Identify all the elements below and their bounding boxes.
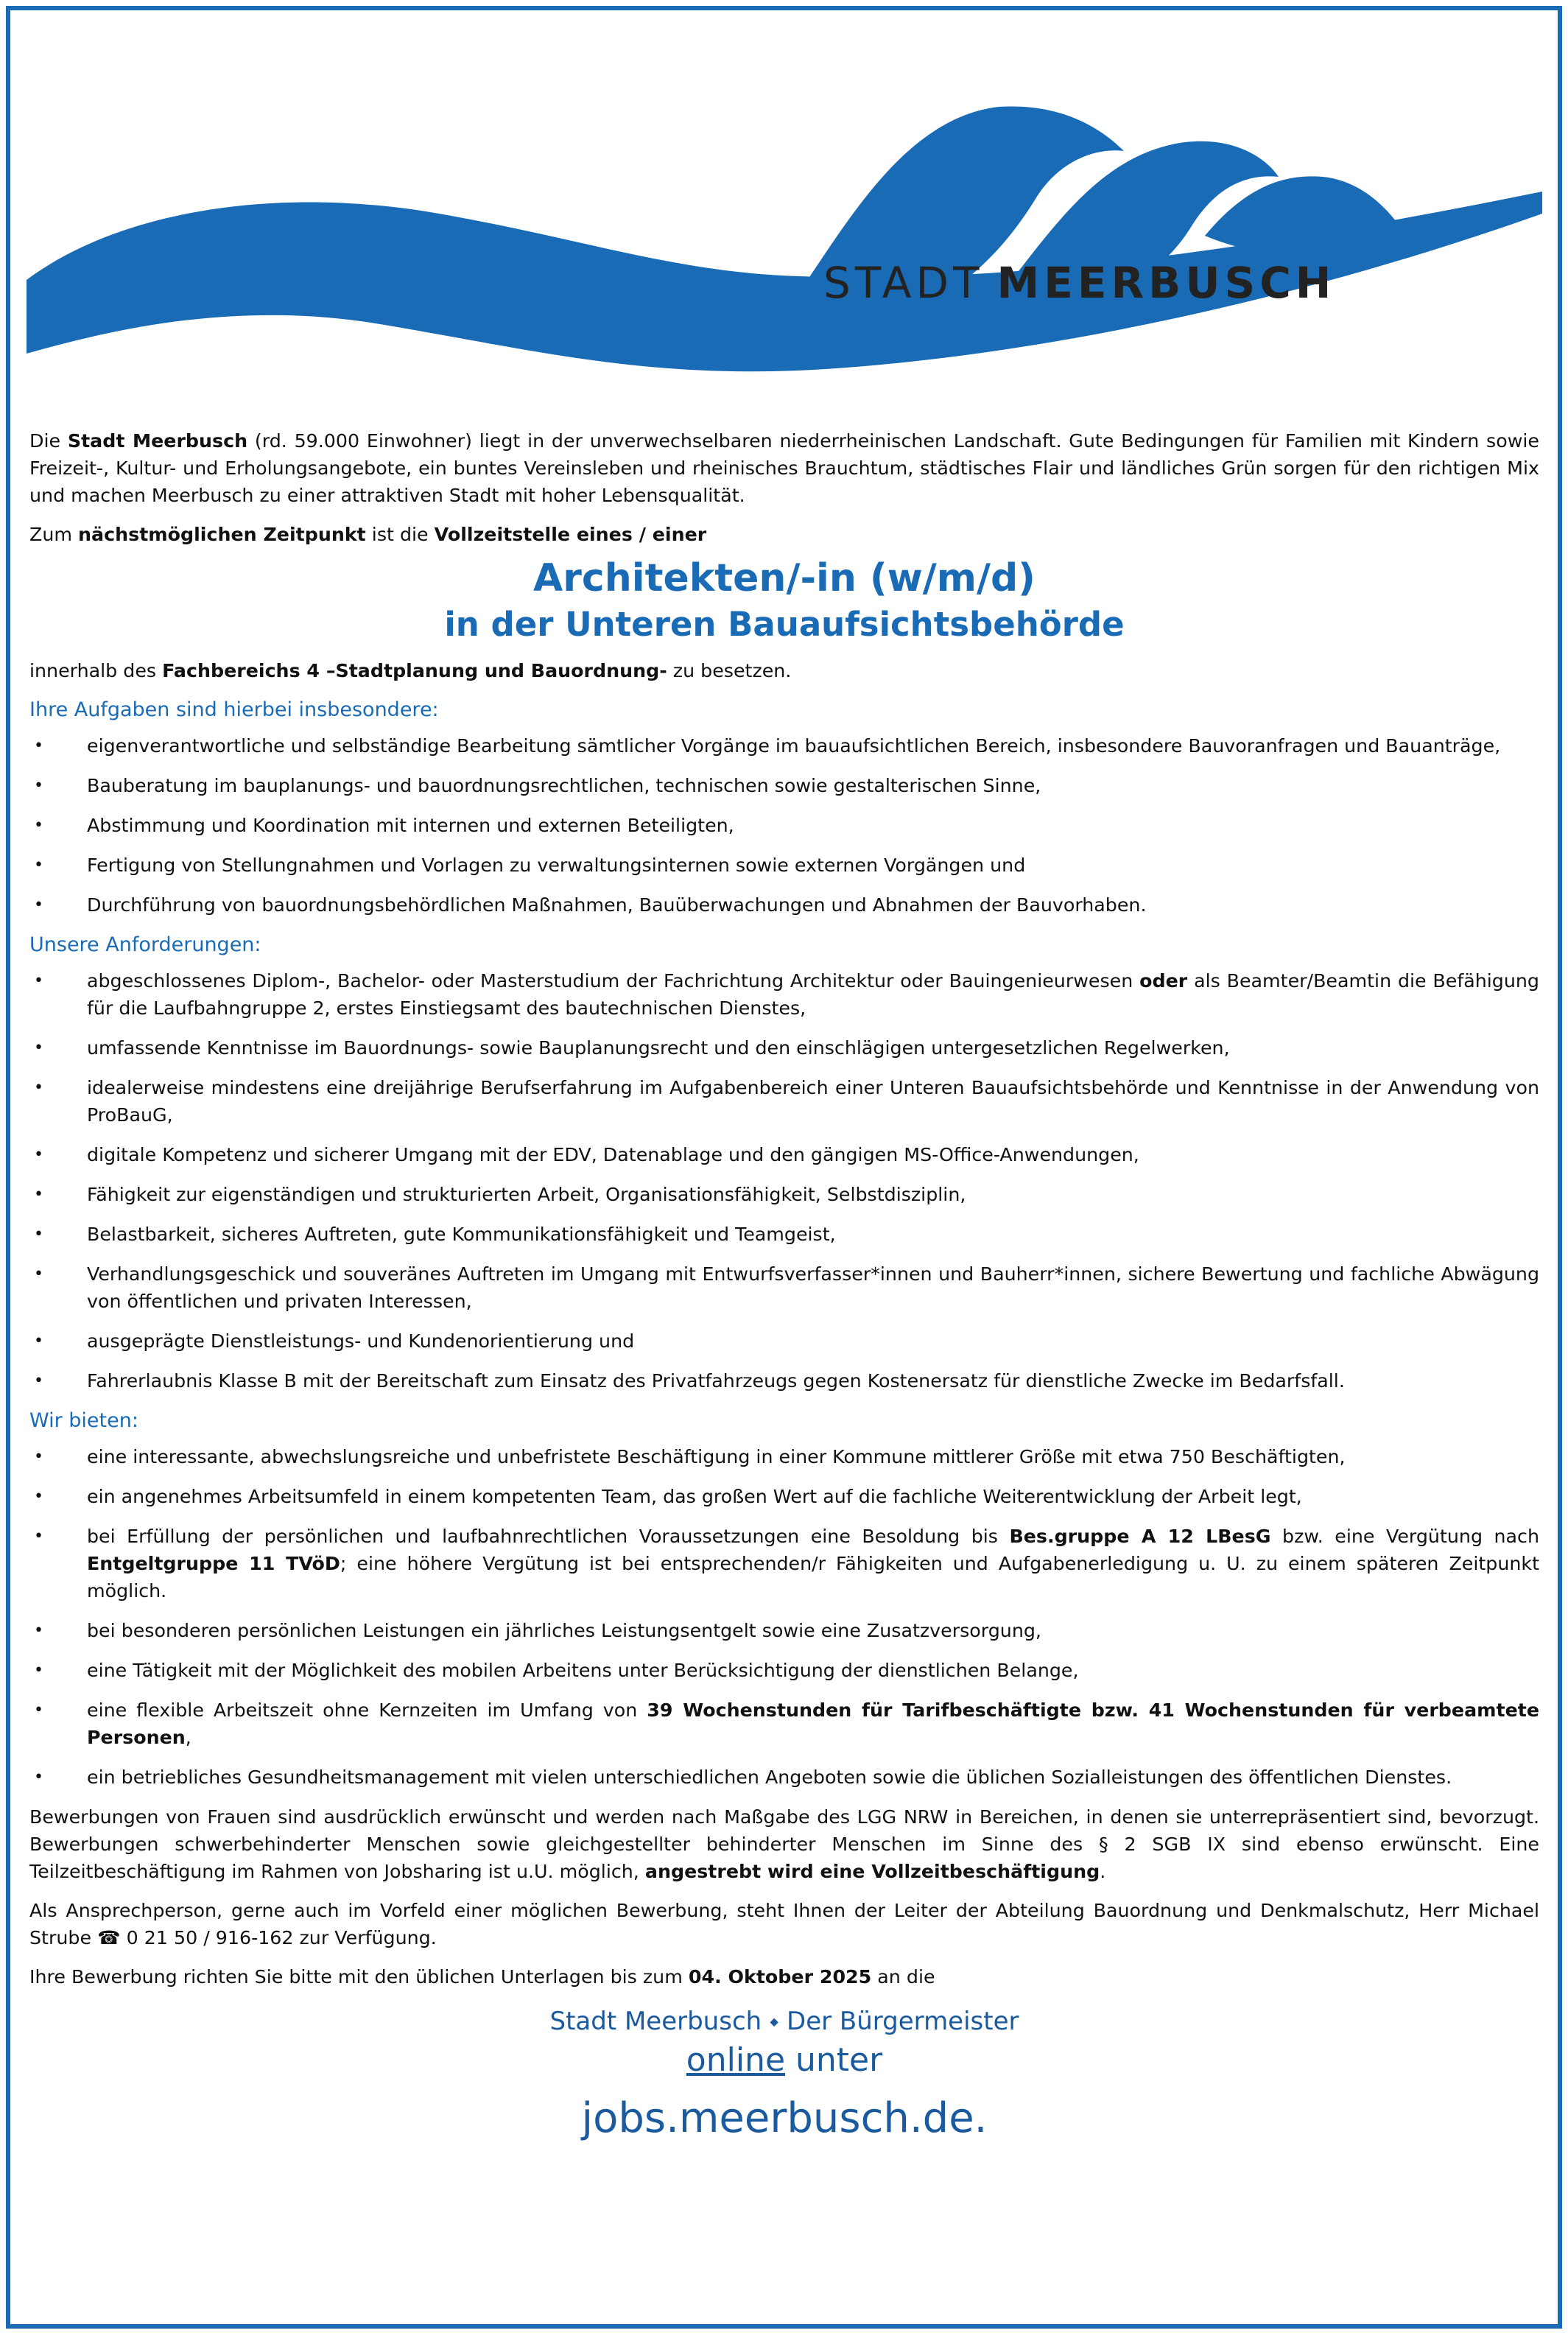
logo-wordmark — [823, 258, 1335, 308]
logo-text-stadt: STADT — [823, 258, 984, 308]
list-item: • ein angenehmes Arbeitsumfeld in einem kompetenten Team, das großen Wert auf die fachliche Weiterentwicklung der Arbeit legt, — [34, 1486, 1302, 1507]
list-item: • Bauberatung im bauplanungs- und bauordnungsrechtlichen, technischen sowie gestalterischen Sinne, — [34, 775, 1041, 796]
deadline-paragraph: Ihre Bewerbung richten Sie bitte mit den üblichen Unterlagen bis zum 04. Oktober 2025 an die — [29, 1966, 935, 1988]
list-item: • abgeschlossenes Diplom-, Bachelor- oder Masterstudium der Fachrichtung Architektur oder Bauingenieurwesen oder als Beamter/Beamtin die Befähigung für die Laufbahngruppe 2, erstes Einstiegsamt des bautechnischen Dienstes, — [34, 970, 1539, 1019]
list-item: • Durchführung von bauordnungsbehördlichen Maßnahmen, Bauüberwachungen und Abnahmen der Bauvorhaben. — [34, 894, 1147, 916]
list-item: • umfassende Kenntnisse im Bauordnungs- sowie Bauplanungsrecht und den einschlägigen untergesetzlichen Regelwerken, — [34, 1037, 1230, 1059]
list-item: • idealerweise mindestens eine dreijährige Berufserfahrung im Aufgabenbereich einer Unteren Bauaufsichtsbehörde und Kenntnisse in der Anwendung von ProBauG, — [34, 1077, 1539, 1126]
footer — [29, 2004, 1539, 2151]
list-item: • Fertigung von Stellungnahmen und Vorlagen zu verwaltungsinternen sowie externen Vorgängen und — [34, 855, 1026, 876]
jobs-url-link[interactable]: jobs.meerbusch.de. — [581, 2094, 988, 2142]
online-link[interactable]: online — [686, 2041, 786, 2079]
list-item: • Belastbarkeit, sicheres Auftreten, gute Kommunikationsfähigkeit und Teamgeist, — [34, 1224, 836, 1245]
department-line: innerhalb des Fachbereichs 4 –Stadtplanung und Bauordnung- zu besetzen. — [29, 660, 792, 681]
tasks-list — [29, 732, 1539, 919]
job-title: Architekten/-in (w/m/d) — [533, 556, 1036, 600]
job-ad-content — [29, 427, 1539, 2151]
list-item: • digitale Kompetenz und sicherer Umgang mit der EDV, Datenablage und den gängigen MS-Office-Anwendungen, — [34, 1144, 1139, 1165]
phone-icon: ☎ — [97, 1927, 121, 1948]
logo-text-meerbusch: MEERBUSCH — [996, 258, 1336, 308]
list-item: • eigenverantwortliche und selbständige Bearbeitung sämtlicher Vorgänge im bauaufsichtlichen Bereich, insbesondere Bauvoranfragen und Bauanträge, — [34, 735, 1501, 757]
list-item: • ein betriebliches Gesundheitsmanagement mit vielen unterschiedlichen Angeboten sowie die üblichen Sozialleistungen des öffentlichen Dienstes. — [34, 1767, 1452, 1788]
list-item: • bei Erfüllung der persönlichen und laufbahnrechtlichen Voraussetzungen eine Besoldung bis Bes.gruppe A 12 LBesG bzw. eine Vergütung nach Entgeltgruppe 11 TVöD; eine höhere Vergütung ist bei entsprechenden/r Fähigkeiten und Aufgabenerledigung u. U. zu einem späteren Zeitpunkt möglich. — [34, 1526, 1539, 1601]
footer-online: online unter — [686, 2041, 883, 2079]
requirements-list — [29, 967, 1539, 1394]
footer-employer: Stadt Meerbusch ⬩ Der Bürgermeister — [549, 2007, 1019, 2036]
list-item: • Fahrerlaubnis Klasse B mit der Bereitschaft zum Einsatz des Privatfahrzeugs gegen Kostenersatz für dienstliche Zwecke im Bedarfsfall. — [34, 1370, 1345, 1392]
contact-paragraph: Als Ansprechperson, gerne auch im Vorfeld einer möglichen Bewerbung, steht Ihnen der Leiter der Abteilung Bauordnung und Denkmalschutz, Herr Michael Strube ☎ 0 21 50 / 916-162 zur Verfügung. — [29, 1900, 1539, 1948]
list-item: • bei besonderen persönlichen Leistungen ein jährliches Leistungsentgelt sowie eine Zusatzversorgung, — [34, 1620, 1041, 1641]
position-intro: Zum nächstmöglichen Zeitpunkt ist die Vollzeitstelle eines / einer — [29, 524, 707, 545]
list-item: • Verhandlungsgeschick und souveränes Auftreten im Umgang mit Entwurfsverfasser*innen und Bauherr*innen, sichere Bewertung und fachliche Abwägung von öffentlichen und privaten Interessen, — [34, 1263, 1539, 1312]
list-item: • eine flexible Arbeitszeit ohne Kernzeiten im Umfang von 39 Wochenstunden für Tarifbeschäftigte bzw. 41 Wochenstunden für verbeamtete Personen, — [34, 1699, 1539, 1748]
offer-heading: Wir bieten: — [29, 1409, 138, 1432]
list-item: • ausgeprägte Dienstleistungs- und Kundenorientierung und — [34, 1330, 635, 1352]
job-subtitle: in der Unteren Bauaufsichtsbehörde — [444, 605, 1125, 644]
offer-list — [29, 1443, 1539, 1791]
equal-opportunity-paragraph: Bewerbungen von Frauen sind ausdrücklich erwünscht und werden nach Maßgabe des LGG NRW in Bereichen, in denen sie unterrepräsentiert sind, bevorzugt. Bewerbungen schwerbehinderter Menschen sowie gleichgestellter behinderter Menschen im Sinne des § 2 SGB IX sind ebenso erwünscht. Eine Teilzeitbeschäftigung im Rahmen von Jobsharing ist u.U. möglich, angestrebt wird eine Vollzeitbeschäftigung. — [29, 1806, 1539, 1882]
list-item: • eine Tätigkeit mit der Möglichkeit des mobilen Arbeitens unter Berücksichtigung der dienstlichen Belange, — [34, 1660, 1079, 1681]
list-item: • eine interessante, abwechslungsreiche und unbefristete Beschäftigung in einer Kommune mittlerer Größe mit etwa 750 Beschäftigten, — [34, 1446, 1346, 1467]
list-item: • Abstimmung und Koordination mit internen und externen Beteiligten, — [34, 815, 734, 836]
list-item: • Fähigkeit zur eigenständigen und strukturierten Arbeit, Organisationsfähigkeit, Selbstdisziplin, — [34, 1184, 966, 1205]
requirements-heading: Unsere Anforderungen: — [29, 933, 261, 956]
tasks-heading: Ihre Aufgaben sind hierbei insbesondere: — [29, 698, 439, 721]
intro-paragraph: Die Stadt Meerbusch (rd. 59.000 Einwohner) liegt in der unverwechselbaren niederrheinischen Landschaft. Gute Bedingungen für Familien mit Kindern sowie Freizeit-, Kultur- und Erholungsangebote, ein buntes Vereinsleben und rheinisches Brauchtum, städtisches Flair und ländliches Grün sorgen für den richtigen Mix und machen Meerbusch zu einer attraktiven Stadt mit hoher Lebensqualität. — [29, 430, 1539, 506]
